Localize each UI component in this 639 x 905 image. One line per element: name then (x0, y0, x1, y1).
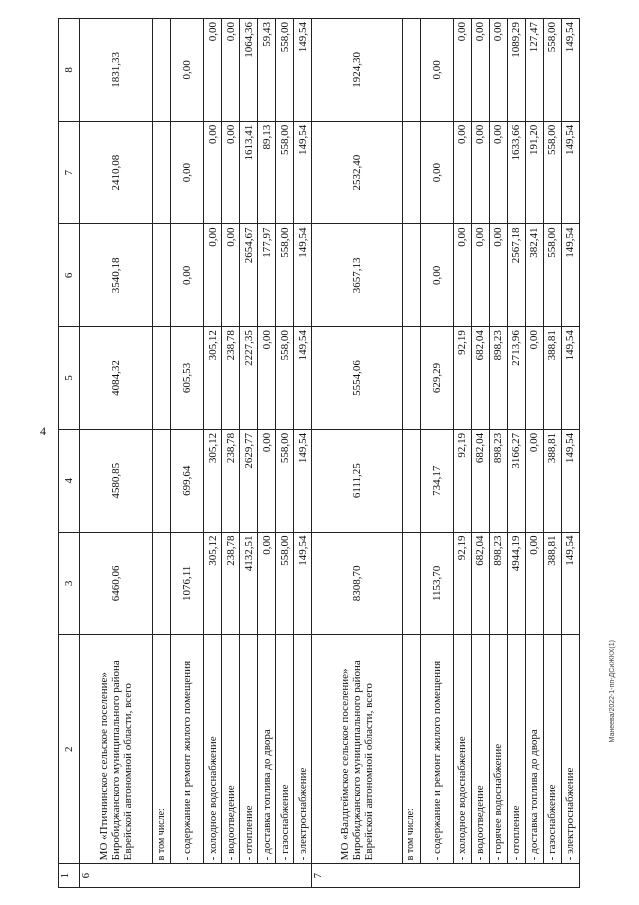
detail-row (471, 19, 489, 888)
total-value: 8308,70 (312, 532, 402, 635)
row-value: 0,00 (489, 121, 507, 224)
row-value: 191,20 (525, 121, 543, 224)
row-value: 2629,77 (240, 429, 258, 532)
empty-cell (153, 19, 171, 122)
detail-row (204, 19, 222, 888)
row-value: 0,00 (222, 224, 240, 327)
row-value: 4132,51 (240, 532, 258, 635)
empty-cell (153, 429, 171, 532)
row-value: 0,00 (171, 224, 204, 327)
detail-row (489, 19, 507, 888)
detail-row (420, 19, 453, 888)
empty-cell (153, 121, 171, 224)
row-value: 0,00 (204, 121, 222, 224)
detail-row (294, 19, 312, 888)
row-value: 0,00 (204, 224, 222, 327)
group-number: 7 (312, 864, 580, 888)
row-label: - электроснабжение (294, 635, 312, 864)
total-value: 2532,40 (312, 121, 402, 224)
row-value: 0,00 (420, 121, 453, 224)
row-value: 0,00 (525, 429, 543, 532)
total-value: 3657,13 (312, 224, 402, 327)
row-value: 898,23 (489, 532, 507, 635)
row-label: - доставка топлива до двора (525, 635, 543, 864)
detail-row (276, 19, 294, 888)
group-name: МО «Валдгеймское сельское поселение» Биробиджанского муниципального района Еврейской автономной области, всего (312, 635, 402, 864)
group-total-row (79, 19, 152, 888)
row-value: 0,00 (204, 19, 222, 122)
subtitle-label: в том числе: (153, 635, 171, 864)
row-label: - содержание и ремонт жилого помещения (420, 635, 453, 864)
row-label: - холодное водоснабжение (204, 635, 222, 864)
row-value: 238,78 (222, 429, 240, 532)
row-label: - доставка топлива до двора (258, 635, 276, 864)
total-value: 3540,18 (79, 224, 152, 327)
row-value: 149,54 (294, 19, 312, 122)
detail-row (507, 19, 525, 888)
row-value: 149,54 (294, 532, 312, 635)
header-cell: 4 (59, 429, 80, 532)
row-value: 89,13 (258, 121, 276, 224)
row-value: 149,54 (561, 121, 579, 224)
total-value: 5554,06 (312, 327, 402, 430)
row-value: 149,54 (561, 19, 579, 122)
row-value: 0,00 (420, 19, 453, 122)
empty-cell (402, 19, 420, 122)
row-value: 382,41 (525, 224, 543, 327)
empty-cell (402, 532, 420, 635)
row-value: 0,00 (453, 121, 471, 224)
row-value: 2654,67 (240, 224, 258, 327)
row-value: 388,81 (543, 429, 561, 532)
row-value: 177,97 (258, 224, 276, 327)
header-cell: 5 (59, 327, 80, 430)
row-value: 305,12 (204, 327, 222, 430)
row-value: 734,17 (420, 429, 453, 532)
page-number: 4 (40, 424, 46, 438)
row-label: - содержание и ремонт жилого помещения (171, 635, 204, 864)
detail-row (453, 19, 471, 888)
row-value: 149,54 (561, 327, 579, 430)
row-value: 558,00 (543, 19, 561, 122)
row-value: 682,04 (471, 429, 489, 532)
row-value: 92,19 (453, 429, 471, 532)
empty-cell (402, 224, 420, 327)
row-value: 0,00 (471, 121, 489, 224)
empty-cell (402, 327, 420, 430)
row-value: 558,00 (276, 327, 294, 430)
total-value: 6460,06 (79, 532, 152, 635)
document-stamp: Манеева/2022-1-пп-ДСиЖКХ(1) (609, 640, 616, 743)
row-value: 898,23 (489, 429, 507, 532)
row-value: 0,00 (471, 224, 489, 327)
row-value: 0,00 (453, 224, 471, 327)
header-cell: 2 (59, 635, 80, 864)
total-value: 4084,32 (79, 327, 152, 430)
row-value: 558,00 (276, 224, 294, 327)
row-value: 0,00 (489, 224, 507, 327)
header-cell: 7 (59, 121, 80, 224)
total-value: 4580,85 (79, 429, 152, 532)
total-value: 1924,30 (312, 19, 402, 122)
row-value: 59,43 (258, 19, 276, 122)
row-value: 558,00 (543, 121, 561, 224)
row-value: 558,00 (276, 121, 294, 224)
row-value: 149,54 (294, 121, 312, 224)
row-value: 149,54 (561, 224, 579, 327)
total-value: 6111,25 (312, 429, 402, 532)
row-value: 1089,29 (507, 19, 525, 122)
row-label: - водоотведение (471, 635, 489, 864)
row-value: 558,00 (276, 19, 294, 122)
row-value: 0,00 (171, 19, 204, 122)
row-value: 1633,66 (507, 121, 525, 224)
row-value: 388,81 (543, 327, 561, 430)
subtitle-label: в том числе: (402, 635, 420, 864)
tariff-table (58, 18, 580, 888)
row-value: 92,19 (453, 327, 471, 430)
row-value: 605,53 (171, 327, 204, 430)
row-value: 388,81 (543, 532, 561, 635)
row-value: 149,54 (294, 327, 312, 430)
group-number: 6 (79, 864, 312, 888)
empty-cell (153, 327, 171, 430)
group-name: МО «Птичнинское сельское поселение» Биробиджанского муниципального района Еврейской автономной области, всего (79, 635, 152, 864)
row-value: 629,29 (420, 327, 453, 430)
row-value: 92,19 (453, 532, 471, 635)
row-value: 0,00 (222, 19, 240, 122)
row-value: 2567,18 (507, 224, 525, 327)
row-value: 127,47 (525, 19, 543, 122)
row-value: 0,00 (258, 532, 276, 635)
row-value: 2227,35 (240, 327, 258, 430)
row-value: 2713,96 (507, 327, 525, 430)
row-label: - отопление (240, 635, 258, 864)
row-value: 0,00 (222, 121, 240, 224)
row-value: 4944,19 (507, 532, 525, 635)
row-value: 699,64 (171, 429, 204, 532)
row-value: 238,78 (222, 532, 240, 635)
row-value: 305,12 (204, 532, 222, 635)
row-value: 898,23 (489, 327, 507, 430)
row-label: - отопление (507, 635, 525, 864)
row-label: - газоснабжение (276, 635, 294, 864)
row-value: 149,54 (561, 429, 579, 532)
header-cell: 6 (59, 224, 80, 327)
row-label: - газоснабжение (543, 635, 561, 864)
row-value: 682,04 (471, 327, 489, 430)
row-value: 3166,27 (507, 429, 525, 532)
row-value: 149,54 (294, 224, 312, 327)
total-value: 2410,08 (79, 121, 152, 224)
row-value: 0,00 (420, 224, 453, 327)
total-value: 1831,33 (79, 19, 152, 122)
row-label: - горячее водоснабжение (489, 635, 507, 864)
row-value: 0,00 (453, 19, 471, 122)
row-value: 0,00 (258, 327, 276, 430)
row-value: 305,12 (204, 429, 222, 532)
row-label: - водоотведение (222, 635, 240, 864)
row-value: 1153,70 (420, 532, 453, 635)
detail-row (258, 19, 276, 888)
header-row (59, 19, 80, 888)
rotated-table-wrapper (58, 18, 580, 888)
empty-cell (153, 224, 171, 327)
detail-row (240, 19, 258, 888)
detail-row (561, 19, 579, 888)
header-cell: 3 (59, 532, 80, 635)
row-label: - электроснабжение (561, 635, 579, 864)
empty-cell (402, 429, 420, 532)
subtitle-row (402, 19, 420, 888)
detail-row (171, 19, 204, 888)
row-value: 0,00 (171, 121, 204, 224)
group-total-row (312, 19, 402, 888)
row-value: 0,00 (471, 19, 489, 122)
row-value: 558,00 (276, 429, 294, 532)
row-value: 149,54 (294, 429, 312, 532)
detail-row (525, 19, 543, 888)
row-value: 0,00 (525, 532, 543, 635)
row-value: 1613,41 (240, 121, 258, 224)
subtitle-row (153, 19, 171, 888)
row-value: 1064,36 (240, 19, 258, 122)
detail-row (222, 19, 240, 888)
row-value: 238,78 (222, 327, 240, 430)
empty-cell (402, 121, 420, 224)
row-value: 0,00 (258, 429, 276, 532)
row-label: - холодное водоснабжение (453, 635, 471, 864)
header-cell: 8 (59, 19, 80, 122)
row-value: 682,04 (471, 532, 489, 635)
row-value: 0,00 (489, 19, 507, 122)
detail-row (543, 19, 561, 888)
row-value: 558,00 (543, 224, 561, 327)
row-value: 0,00 (525, 327, 543, 430)
row-value: 149,54 (561, 532, 579, 635)
header-cell: 1 (59, 864, 80, 888)
empty-cell (153, 532, 171, 635)
row-value: 1076,11 (171, 532, 204, 635)
row-value: 558,00 (276, 532, 294, 635)
